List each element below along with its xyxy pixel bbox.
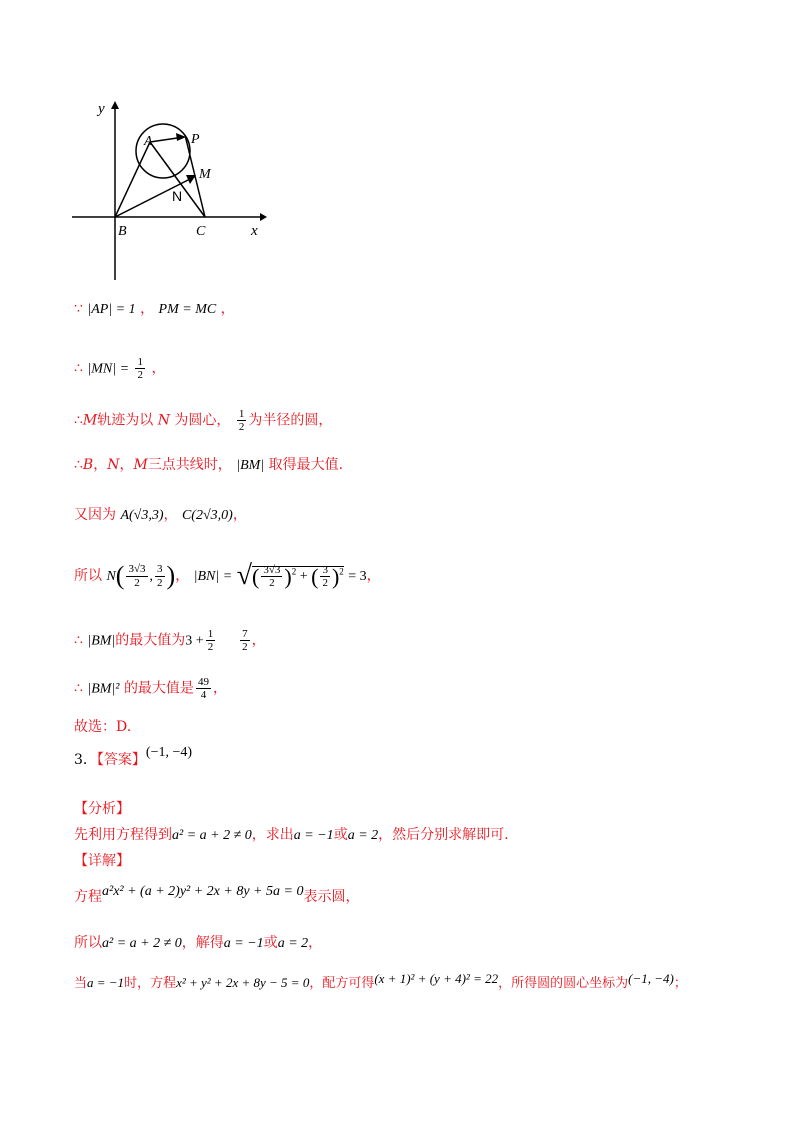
line-9: 故选：D. <box>74 719 132 735</box>
segment-BM <box>115 177 194 217</box>
segment-BA <box>115 142 150 217</box>
text: ，解得 <box>181 935 224 951</box>
line-5 <box>74 508 247 523</box>
label-A: A <box>144 134 153 149</box>
line-8 <box>74 676 227 701</box>
line-12 <box>74 828 509 843</box>
text: ， <box>93 457 108 473</box>
label-B: B <box>118 224 127 239</box>
text: 的最大值为 <box>115 632 186 649</box>
math: a = −1 <box>223 936 264 951</box>
text: 又因为 <box>74 507 116 523</box>
text: 所以 <box>74 935 102 951</box>
text: 时，方程 <box>124 976 177 991</box>
text: ，配方可得 <box>309 976 375 991</box>
point-A: A(√3,3) <box>120 508 164 523</box>
math: a = −1 <box>87 975 125 990</box>
math: x² + y² + 2x + 8y − 5 = 0 <box>176 975 310 990</box>
text: 所以 <box>74 568 102 584</box>
label-M: M <box>199 167 211 182</box>
y-axis-arrow-icon <box>111 101 119 109</box>
var-N: N <box>157 412 170 429</box>
because-symbol: ∵ <box>74 301 83 317</box>
line-4 <box>74 458 343 473</box>
abs-bm: |BM| <box>236 458 265 473</box>
geometry-figure <box>60 95 280 285</box>
text: ， <box>232 507 247 523</box>
comma: ， <box>151 360 166 377</box>
text: 当 <box>74 976 88 991</box>
therefore-symbol: ∴ <box>74 632 83 649</box>
var-M: M <box>133 457 148 473</box>
label-P: P <box>191 132 200 147</box>
math: a = −1 <box>293 828 334 843</box>
fraction: $\frac{1}{2}$ <box>207 628 214 654</box>
text: 或 <box>263 935 278 951</box>
analysis-tag: 【分析】 <box>74 801 130 817</box>
x-axis-arrow-icon <box>260 213 267 221</box>
result: = 3 <box>348 569 367 584</box>
text: 先利用方程得到 <box>74 827 172 843</box>
text: ； <box>673 976 687 991</box>
label-N: N <box>172 188 183 204</box>
line-15 <box>74 936 322 951</box>
text: ，所得圆的圆心坐标为 <box>498 976 629 991</box>
text: 轨迹为以 <box>97 412 154 429</box>
answer-value: (−1, −4) <box>145 745 193 760</box>
line-6: 所以 N( $\frac{3√3}{2}$ , $\frac{3}{2}$ )， |BN| = √( $\frac{3√3}{2}$ )$^2$ + ( $\frac{3}{2}$ )$^2$ = 3， <box>74 560 381 591</box>
circle-A <box>136 124 190 178</box>
math: (x + 1)² + (y + 4)² = 22 <box>374 971 499 986</box>
text: 为圆心， <box>174 412 231 429</box>
line-16 <box>74 971 687 991</box>
math: (−1, −4) <box>628 971 674 986</box>
line-3 <box>74 408 332 433</box>
comma: ， <box>140 301 155 317</box>
text: 方程 <box>74 889 102 905</box>
math: a = 2 <box>277 936 309 951</box>
fraction-half: $\frac{1}{2}$ <box>238 408 245 434</box>
text: ， <box>163 507 178 523</box>
label-C: C <box>196 224 206 239</box>
therefore-symbol: ∴ <box>74 457 83 473</box>
line-7 <box>74 628 266 653</box>
therefore-symbol: ∴ <box>74 412 83 429</box>
line-2 <box>74 356 165 381</box>
point-N: N <box>106 569 116 584</box>
text: 表示圆， <box>303 889 360 905</box>
var-M: M <box>82 412 98 429</box>
math: a = 2 <box>347 828 379 843</box>
math: a² = a + 2 ≠ 0 <box>102 936 182 951</box>
question-number: 3． <box>74 752 97 768</box>
math: a²x² + (a + 2)y² + 2x + 8y + 5a = 0 <box>102 884 304 899</box>
comma: ， <box>220 301 235 317</box>
comma: ， <box>175 568 190 584</box>
text: ，求出 <box>251 827 294 843</box>
abs-bm: |BM| <box>87 633 116 649</box>
abs-bm-squared: |BM|² <box>87 681 120 697</box>
fraction-result: $\frac{49}{4}$ <box>197 676 209 702</box>
answer-tag: 【答案】 <box>96 752 146 768</box>
eq-mn: |MN| = <box>87 361 130 377</box>
fraction-half: $\frac{1}{2}$ <box>137 356 143 382</box>
text: 的最大值是 <box>123 680 194 697</box>
comma: ， <box>366 568 381 584</box>
var-B: B <box>82 457 94 473</box>
var-N: N <box>107 457 120 473</box>
label-y: y <box>98 101 105 117</box>
text: ， <box>308 935 323 951</box>
fraction: $\frac{3}{2}$ <box>157 563 163 589</box>
line-1 <box>74 302 235 317</box>
text: ，然后分别求解即可. <box>378 827 509 843</box>
text: 为半径的圆， <box>248 412 333 429</box>
text: ， <box>119 457 134 473</box>
detail-tag: 【详解】 <box>74 853 130 869</box>
point-C: C(2√3,0) <box>181 508 233 523</box>
therefore-symbol: ∴ <box>74 360 83 377</box>
fraction: $\frac{3√3}{2}$ <box>128 563 146 589</box>
fraction-result: $\frac{7}{2}$ <box>242 628 248 654</box>
line-14 <box>74 884 360 905</box>
abs-bn: |BN| = <box>193 569 233 584</box>
text: 三点共线时， <box>147 457 232 473</box>
expr: 3 + <box>185 633 204 649</box>
segment-AC <box>150 142 205 217</box>
label-x: x <box>251 223 258 239</box>
comma: ， <box>212 680 227 697</box>
eq-ap: |AP| = 1 <box>87 302 136 317</box>
eq-pm-mc: PM = MC <box>158 302 217 317</box>
math: a² = a + 2 ≠ 0 <box>172 828 252 843</box>
text: 取得最大值. <box>268 457 344 473</box>
line-10 <box>74 745 193 768</box>
text: 或 <box>333 827 348 843</box>
therefore-symbol: ∴ <box>74 680 83 697</box>
comma: ， <box>251 632 266 649</box>
